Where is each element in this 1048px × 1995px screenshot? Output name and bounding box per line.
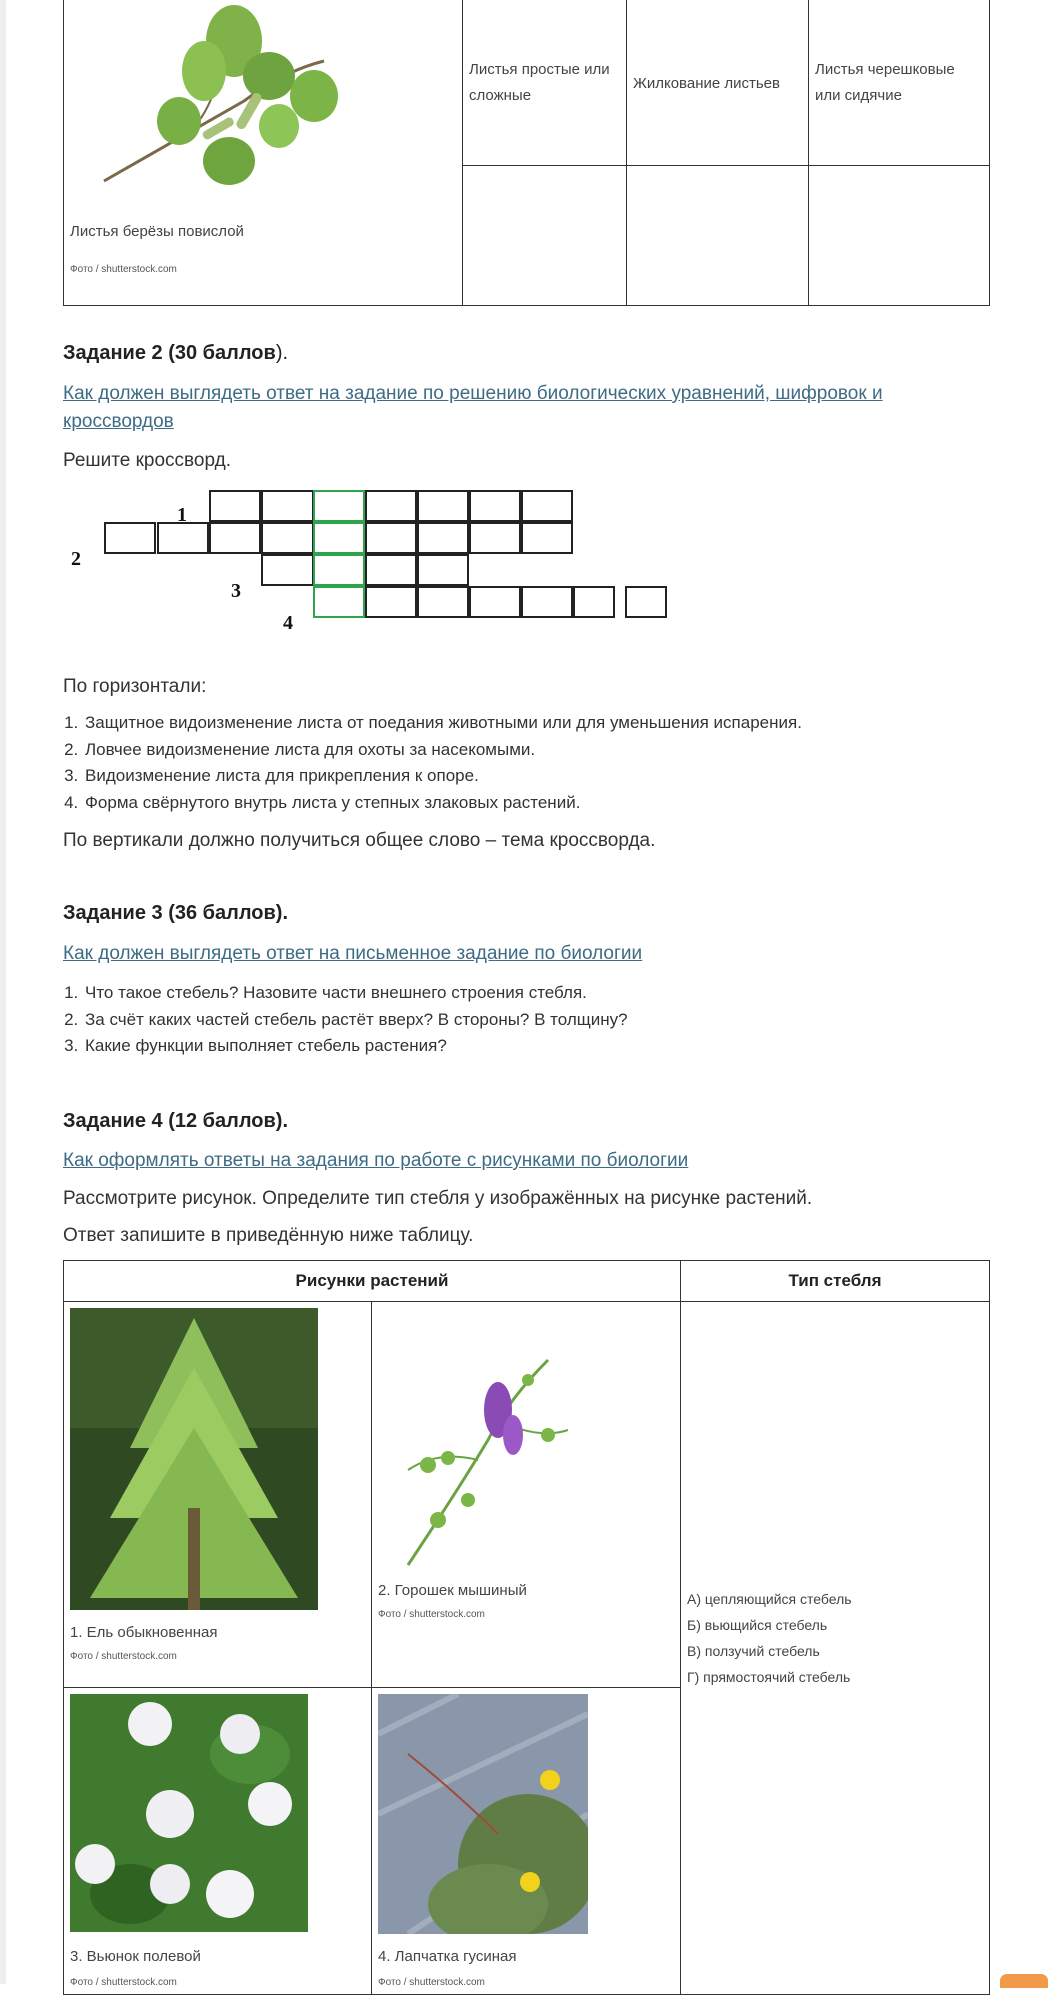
task4-help-link[interactable]: Как оформлять ответы на задания по работе с рисунками по биологии: [63, 1150, 689, 1171]
stem-types-cell: [681, 1302, 990, 1995]
plant-4-credit: Фото / shutterstock.com: [378, 1977, 485, 1988]
crossword-cell[interactable]: [261, 554, 314, 586]
task4-title: Задание 4 (12 баллов).: [63, 1110, 289, 1132]
col-stem-type: Тип стебля: [681, 1261, 990, 1302]
crossword-number-4: 4: [283, 612, 293, 634]
col-petiole: Листья черешковые или сидячие: [809, 0, 990, 165]
task2-title: Задание 2 (30 баллов).: [63, 342, 289, 364]
task3-questions: [63, 980, 628, 1060]
answer-cell-2[interactable]: [627, 165, 809, 305]
crossword-cell[interactable]: [469, 490, 521, 522]
plant-3-credit: Фото / shutterstock.com: [70, 1977, 177, 1988]
spruce-photo: [70, 1308, 318, 1610]
crossword-cell[interactable]: [417, 586, 469, 618]
plant-4-caption: 4. Лапчатка гусиная: [378, 1948, 517, 1965]
stem-type-a: А) цепляющийся стебель: [687, 1591, 852, 1607]
crossword-cell[interactable]: [469, 522, 521, 554]
crossword-cell[interactable]: [261, 522, 314, 554]
crossword-number-3: 3: [231, 580, 241, 602]
leaf-table: [63, 0, 990, 306]
crossword-cell[interactable]: [261, 490, 314, 522]
crossword-cell[interactable]: [104, 522, 156, 554]
crossword-cell[interactable]: [313, 586, 365, 618]
crossword-cell[interactable]: [313, 522, 365, 554]
crossword-cell[interactable]: [209, 522, 261, 554]
plant-cell-3: [64, 1688, 372, 1995]
crossword-cell[interactable]: [625, 586, 667, 618]
bindweed-photo: [70, 1694, 308, 1932]
birch-cell: [64, 0, 463, 306]
col-plant-pictures: Рисунки растений: [64, 1261, 681, 1302]
crossword-cell[interactable]: [157, 522, 209, 554]
answer-cell-3[interactable]: [809, 165, 990, 305]
answer-cell-1[interactable]: [463, 165, 627, 305]
vetch-photo: [378, 1340, 588, 1570]
plant-cell-2: [372, 1302, 681, 1688]
plant-3-caption: 3. Вьюнок полевой: [70, 1948, 201, 1965]
task4-para1: Рассмотрите рисунок. Определите тип стебля у изображённых на рисунке растений.: [63, 1188, 813, 1209]
task2-instruction: Решите кроссворд.: [63, 450, 231, 471]
clue-3: 3. Видоизменение листа для прикрепления к опоре.: [83, 763, 802, 790]
crossword-cell[interactable]: [417, 522, 469, 554]
crossword-cell[interactable]: [209, 490, 261, 522]
crossword-cell[interactable]: [313, 554, 365, 586]
stem-type-g: Г) прямостоячий стебель: [687, 1669, 851, 1685]
horizontal-clues: [63, 710, 802, 816]
clue-2: 2. Ловчее видоизменение листа для охоты за насекомыми.: [83, 737, 802, 764]
task3-title: Задание 3 (36 баллов).: [63, 902, 289, 924]
question-1: 1. Что такое стебель? Назовите части внешнего строения стебля.: [83, 980, 628, 1007]
crossword-cell[interactable]: [573, 586, 615, 618]
clue-4: 4. Форма свёрнутого внутрь листа у степных злаковых растений.: [83, 790, 802, 817]
col-venation: Жилкование листьев: [627, 0, 809, 165]
birch-caption: Листья берёзы повислой: [70, 223, 244, 240]
crossword-grid: [63, 490, 623, 650]
horizontal-label: По горизонтали:: [63, 676, 207, 697]
crossword-number-2: 2: [71, 548, 81, 570]
crossword-cell[interactable]: [365, 586, 417, 618]
floating-accent-button[interactable]: [1000, 1974, 1048, 1988]
cinquefoil-photo: [378, 1694, 588, 1934]
crossword-cell[interactable]: [365, 554, 417, 586]
page-left-border: [0, 0, 6, 1984]
crossword-cell[interactable]: [521, 490, 573, 522]
crossword-cell[interactable]: [521, 522, 573, 554]
task2-help-link[interactable]: Как должен выглядеть ответ на задание по решению биологических уравнений, шифровок и кроссвордов: [63, 383, 883, 432]
crossword-cell[interactable]: [521, 586, 573, 618]
crossword-cell[interactable]: [313, 490, 365, 522]
crossword-number-1: 1: [177, 504, 187, 526]
crossword-cell[interactable]: [365, 490, 417, 522]
plant-cell-1: [64, 1302, 372, 1688]
clue-1: 1. Защитное видоизменение листа от поедания животными или для уменьшения испарения.: [83, 710, 802, 737]
plant-1-caption: 1. Ель обыкновенная: [70, 1624, 218, 1641]
crossword-cell[interactable]: [417, 490, 469, 522]
crossword-cell[interactable]: [365, 522, 417, 554]
task4-para2: Ответ запишите в приведённую ниже таблицу.: [63, 1225, 474, 1246]
plant-2-credit: Фото / shutterstock.com: [378, 1609, 485, 1620]
plant-2-caption: 2. Горошек мышиный: [378, 1582, 527, 1599]
question-3: 3. Какие функции выполняет стебель растения?: [83, 1033, 628, 1060]
question-2: 2. За счёт каких частей стебель растёт вверх? В стороны? В толщину?: [83, 1007, 628, 1034]
crossword-cell[interactable]: [417, 554, 469, 586]
plant-cell-4: [372, 1688, 681, 1995]
crossword-cell[interactable]: [469, 586, 521, 618]
stem-type-v: В) ползучий стебель: [687, 1643, 820, 1659]
stem-type-table: [63, 1260, 990, 1995]
col-simple-compound: Листья простые или сложные: [463, 0, 627, 165]
birch-leaves-photo: [94, 1, 354, 201]
vertical-note: По вертикали должно получиться общее слово – тема кроссворда.: [63, 830, 656, 851]
stem-type-b: Б) вьющийся стебель: [687, 1617, 828, 1633]
birch-photo-credit: Фото / shutterstock.com: [70, 264, 177, 275]
plant-1-credit: Фото / shutterstock.com: [70, 1651, 177, 1662]
task3-help-link[interactable]: Как должен выглядеть ответ на письменное задание по биологии: [63, 943, 643, 964]
